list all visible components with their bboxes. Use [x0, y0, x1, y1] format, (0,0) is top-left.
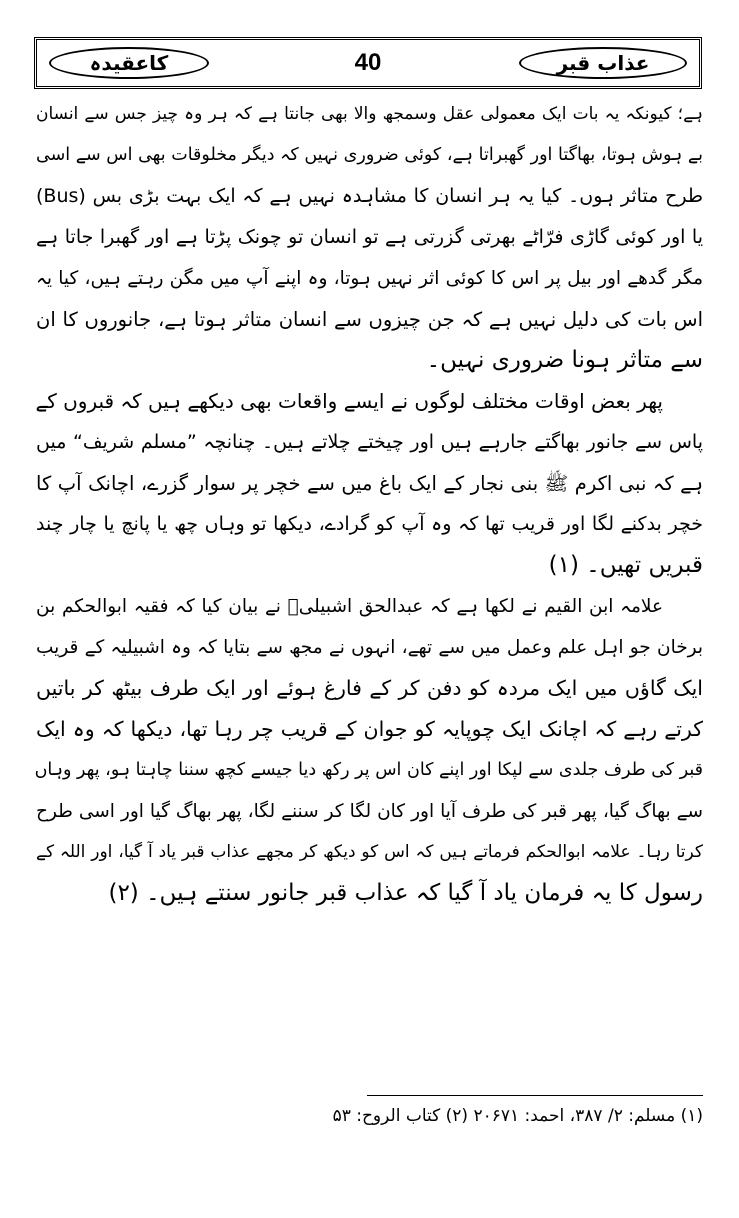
header-book-title: عذاب قبر: [519, 47, 687, 79]
text-line: رسول کا یہ فرمان یاد آ گیا کہ عذاب قبر جانور سنتے ہیں۔ (۲): [108, 880, 703, 906]
text-line: مگر گدھے اور بیل پر اس کا کوئی اثر نہیں ہوتا، وہ اپنے آپ میں مگن رہتے ہیں، کیا یہ: [36, 268, 703, 289]
page-header: [34, 37, 702, 89]
text-line: ہے کہ نبی اکرم ﷺ بنی نجار کے ایک باغ میں سے خچر پر سوار گزرے، اچانک آپ کا: [36, 472, 703, 495]
text-line: برخان جو اہل علم وعمل میں سے تھے، انہوں نے مجھ سے بتایا کہ وہ اشبیلیہ کے قریب: [36, 637, 703, 658]
header-book-subtitle: کاعقیدہ: [49, 47, 209, 79]
body-text: [36, 94, 703, 914]
page-number: 40: [354, 49, 382, 76]
text-line: طرح متاثر ہوں۔ کیا یہ ہر انسان کا مشاہدہ نہیں ہے کہ ایک بہت بڑی بس (Bus): [36, 185, 703, 207]
footnote-divider: [367, 1095, 703, 1096]
footnote: (۱) مسلم: ۲/ ۳۸۷، احمد: ۲۰۶۷۱ (۲) کتاب الروح: ۵۳: [332, 1106, 703, 1126]
text-line: اس بات کی دلیل نہیں ہے کہ جن چیزوں سے انسان متاثر ہوتا ہے، جانوروں کا ان: [36, 308, 703, 331]
text-line: کرتے رہے کہ اچانک ایک چوپایہ کو جوان کے قریب چر رہا تھا، دیکھا کہ وہ ایک: [36, 717, 703, 741]
text-line: یا اور کوئی گاڑی فرّاٹے بھرتی گزرتی ہے تو انسان تو چونک پڑتا ہے اور گھبرا جاتا ہے: [36, 226, 703, 248]
text-line: خچر بدکنے لگا اور قریب تھا کہ وہ آپ کو گرادے، دیکھا تو وہاں چھ یا پانچ یا چار چند: [36, 513, 703, 535]
text-line: پاس سے جانور بھاگتے جارہے ہیں اور چیختے چلاتے ہیں۔ چنانچہ ”مسلم شریف“ میں: [36, 431, 703, 453]
text-line: علامہ ابن القیم نے لکھا ہے کہ عبدالحق اشبیلیؒ نے بیان کیا کہ فقیہ ابوالحکم بن: [36, 596, 663, 617]
text-line: سے متاثر ہونا ضروری نہیں۔: [426, 347, 703, 373]
text-line: کرتا رہا۔ علامہ ابوالحکم فرماتے ہیں کہ اس کو دیکھ کر مجھے عذاب قبر یاد آ گیا، اور اللہ کے: [36, 842, 703, 862]
text-line: قبریں تھیں۔ (۱): [548, 552, 703, 578]
text-line: بے ہوش ہوتا، بھاگتا اور گھبراتا ہے، کوئی ضروری نہیں کہ دیگر مخلوقات بھی اس سے اسی: [36, 145, 703, 165]
text-line: ایک گاؤں میں ایک مردہ کو دفن کر کے فارغ ہوئے اور ایک طرف بیٹھ کر باتیں: [36, 676, 703, 700]
text-line: پھر بعض اوقات مختلف لوگوں نے ایسے واقعات بھی دیکھے ہیں کہ قبروں کے: [35, 389, 663, 413]
text-line: سے بھاگ گیا، پھر قبر کی طرف آیا اور کان لگا کر سننے لگا، پھر بھاگ گیا اور اسی طرح: [36, 801, 703, 822]
text-line: قبر کی طرف جلدی سے لپکا اور اپنے کان اس پر رکھ دیا جیسے کچھ سننا چاہتا ہو، پھر وہاں: [34, 760, 703, 780]
text-line: ہے؛ کیونکہ یہ بات ایک معمولی عقل وسمجھ والا بھی جانتا ہے کہ ہر وہ چیز جس سے انسان: [36, 104, 703, 124]
